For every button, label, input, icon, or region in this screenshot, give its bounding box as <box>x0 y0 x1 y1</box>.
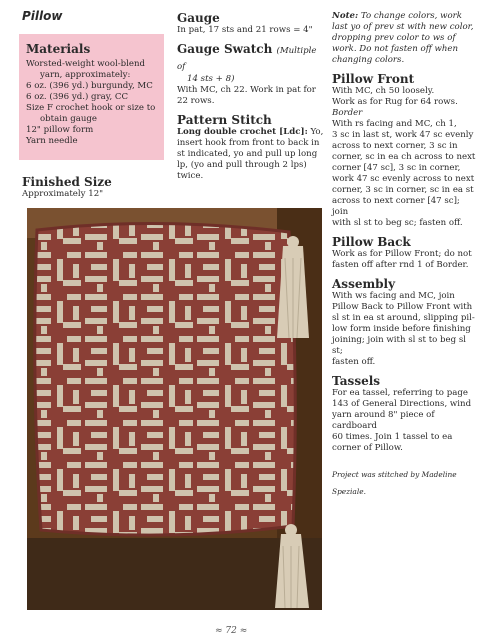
column-middle <box>177 11 327 182</box>
materials-item: Yarn needle <box>26 136 78 146</box>
pillow-back-heading: Pillow Back <box>332 235 411 249</box>
materials-item: Size F crochet hook or size to <box>26 103 156 113</box>
pillow-illustration <box>27 208 322 610</box>
materials-item: Worsted-weight wool-blend <box>26 59 146 69</box>
note-line <box>332 11 477 22</box>
border-label: Border <box>332 108 363 118</box>
column-right <box>332 11 477 503</box>
materials-box <box>19 34 164 160</box>
page-number-text: 72 <box>225 626 237 636</box>
credit-line: Speziale. <box>332 486 366 496</box>
pillow-front-line: across to next corner [47 sc]; join <box>332 196 460 217</box>
tassels-line: For ea tassel, referring to page <box>332 388 468 398</box>
pattern-stitch-text: Yo, <box>307 127 324 137</box>
materials-list <box>26 59 158 147</box>
pillow-back-line: fasten off after rnd 1 of Border. <box>332 260 469 270</box>
note-line: dropping prev color to ws of <box>332 33 456 43</box>
tassels-line: corner of Pillow. <box>332 443 403 453</box>
pillow-photo <box>27 208 322 610</box>
pillow-front-line: across to next corner, 3 sc in <box>332 141 458 151</box>
gauge-swatch-note: (Multiple of <box>177 46 317 72</box>
note-text: To change colors, work <box>358 11 462 21</box>
assembly-line: sl st in ea st around, slipping pil- <box>332 313 475 323</box>
gauge-swatch-line: 22 rows. <box>177 96 215 106</box>
pillow-body <box>35 223 296 535</box>
page-title: Pillow <box>22 9 63 23</box>
note-line: work. Do not fasten off when <box>332 44 459 54</box>
pattern-stitch-line: st indicated, yo and pull up long <box>177 149 318 159</box>
pillow-front-line: Work as for Rug for 64 rows. <box>332 97 458 107</box>
materials-heading: Materials <box>26 42 91 56</box>
tassels-line: yarn around 8" piece of cardboard <box>332 410 435 431</box>
materials-item: 6 oz. (396 yd.) gray, CC <box>26 92 129 102</box>
pattern-stitch-line: insert hook from front to back in <box>177 138 320 148</box>
pillow-front-line: corner, 3 sc in corner, sc in ea st <box>332 185 474 195</box>
pillow-front-line: work 47 sc evenly across to next <box>332 174 475 184</box>
pillow-front-line: corner [47 sc], 3 sc in corner, <box>332 163 461 173</box>
finished-size-section <box>22 175 172 200</box>
assembly-line: Pillow Back to Pillow Front with <box>332 302 473 312</box>
pattern-stitch-heading: Pattern Stitch <box>177 113 272 127</box>
assembly-line: low form inside before finishing <box>332 324 471 334</box>
tassels-heading: Tassels <box>332 374 381 388</box>
materials-item: 6 oz. (396 yd.) burgundy, MC <box>26 81 153 91</box>
gauge-swatch-line: With MC, ch 22. Work in pat for <box>177 85 316 95</box>
pattern-stitch-line <box>177 127 327 138</box>
pattern-stitch-line: lp, (yo and pull through 2 lps) <box>177 160 307 170</box>
gauge-swatch-title: Gauge Swatch <box>177 42 273 56</box>
pillow-front-line: With rs facing and MC, ch 1, <box>332 119 457 129</box>
pillow-front-line: corner, sc in ea ch across to next <box>332 152 476 162</box>
gauge-swatch-note2: 14 sts + 8) <box>187 74 235 84</box>
page-number: ≈ 72 ≈ <box>215 626 248 636</box>
pillow-front-line: 3 sc in last st, work 47 sc evenly <box>332 130 474 140</box>
pillow-back-line: Work as for Pillow Front; do not <box>332 249 472 259</box>
note-line: last yo of prev st with new color, <box>332 22 474 32</box>
gauge-text: In pat, 17 sts and 21 rows = 4" <box>177 25 313 35</box>
finished-size-heading: Finished Size <box>22 175 112 189</box>
assembly-line: With ws facing and MC, join <box>332 291 455 301</box>
materials-item: 12" pillow form <box>26 125 94 135</box>
pillow-front-heading: Pillow Front <box>332 72 415 86</box>
pillow-front-line: with sl st to beg sc; fasten off. <box>332 218 463 228</box>
assembly-heading: Assembly <box>332 277 396 291</box>
note-line: changing colors. <box>332 55 405 65</box>
note-label: Note: <box>332 11 359 21</box>
credit-line: Project was stitched by Madeline <box>332 470 457 480</box>
pillow-front-line: With MC, ch 50 loosely. <box>332 86 435 96</box>
gauge-swatch-heading <box>177 42 327 74</box>
finished-size-text: Approximately 12" <box>22 189 104 199</box>
tassels-line: 60 times. Join 1 tassel to ea <box>332 432 453 442</box>
materials-item: yarn, approximately: <box>40 70 131 80</box>
pattern-stitch-term: Long double crochet [Ldc]: <box>177 127 308 137</box>
gauge-heading: Gauge <box>177 11 220 25</box>
assembly-line: fasten off. <box>332 357 376 367</box>
pattern-stitch-line: twice. <box>177 171 204 181</box>
materials-item: obtain gauge <box>40 114 98 124</box>
tassels-line: 143 of General Directions, wind <box>332 399 472 409</box>
assembly-line: joining; join with sl st to beg sl st; <box>332 335 467 356</box>
